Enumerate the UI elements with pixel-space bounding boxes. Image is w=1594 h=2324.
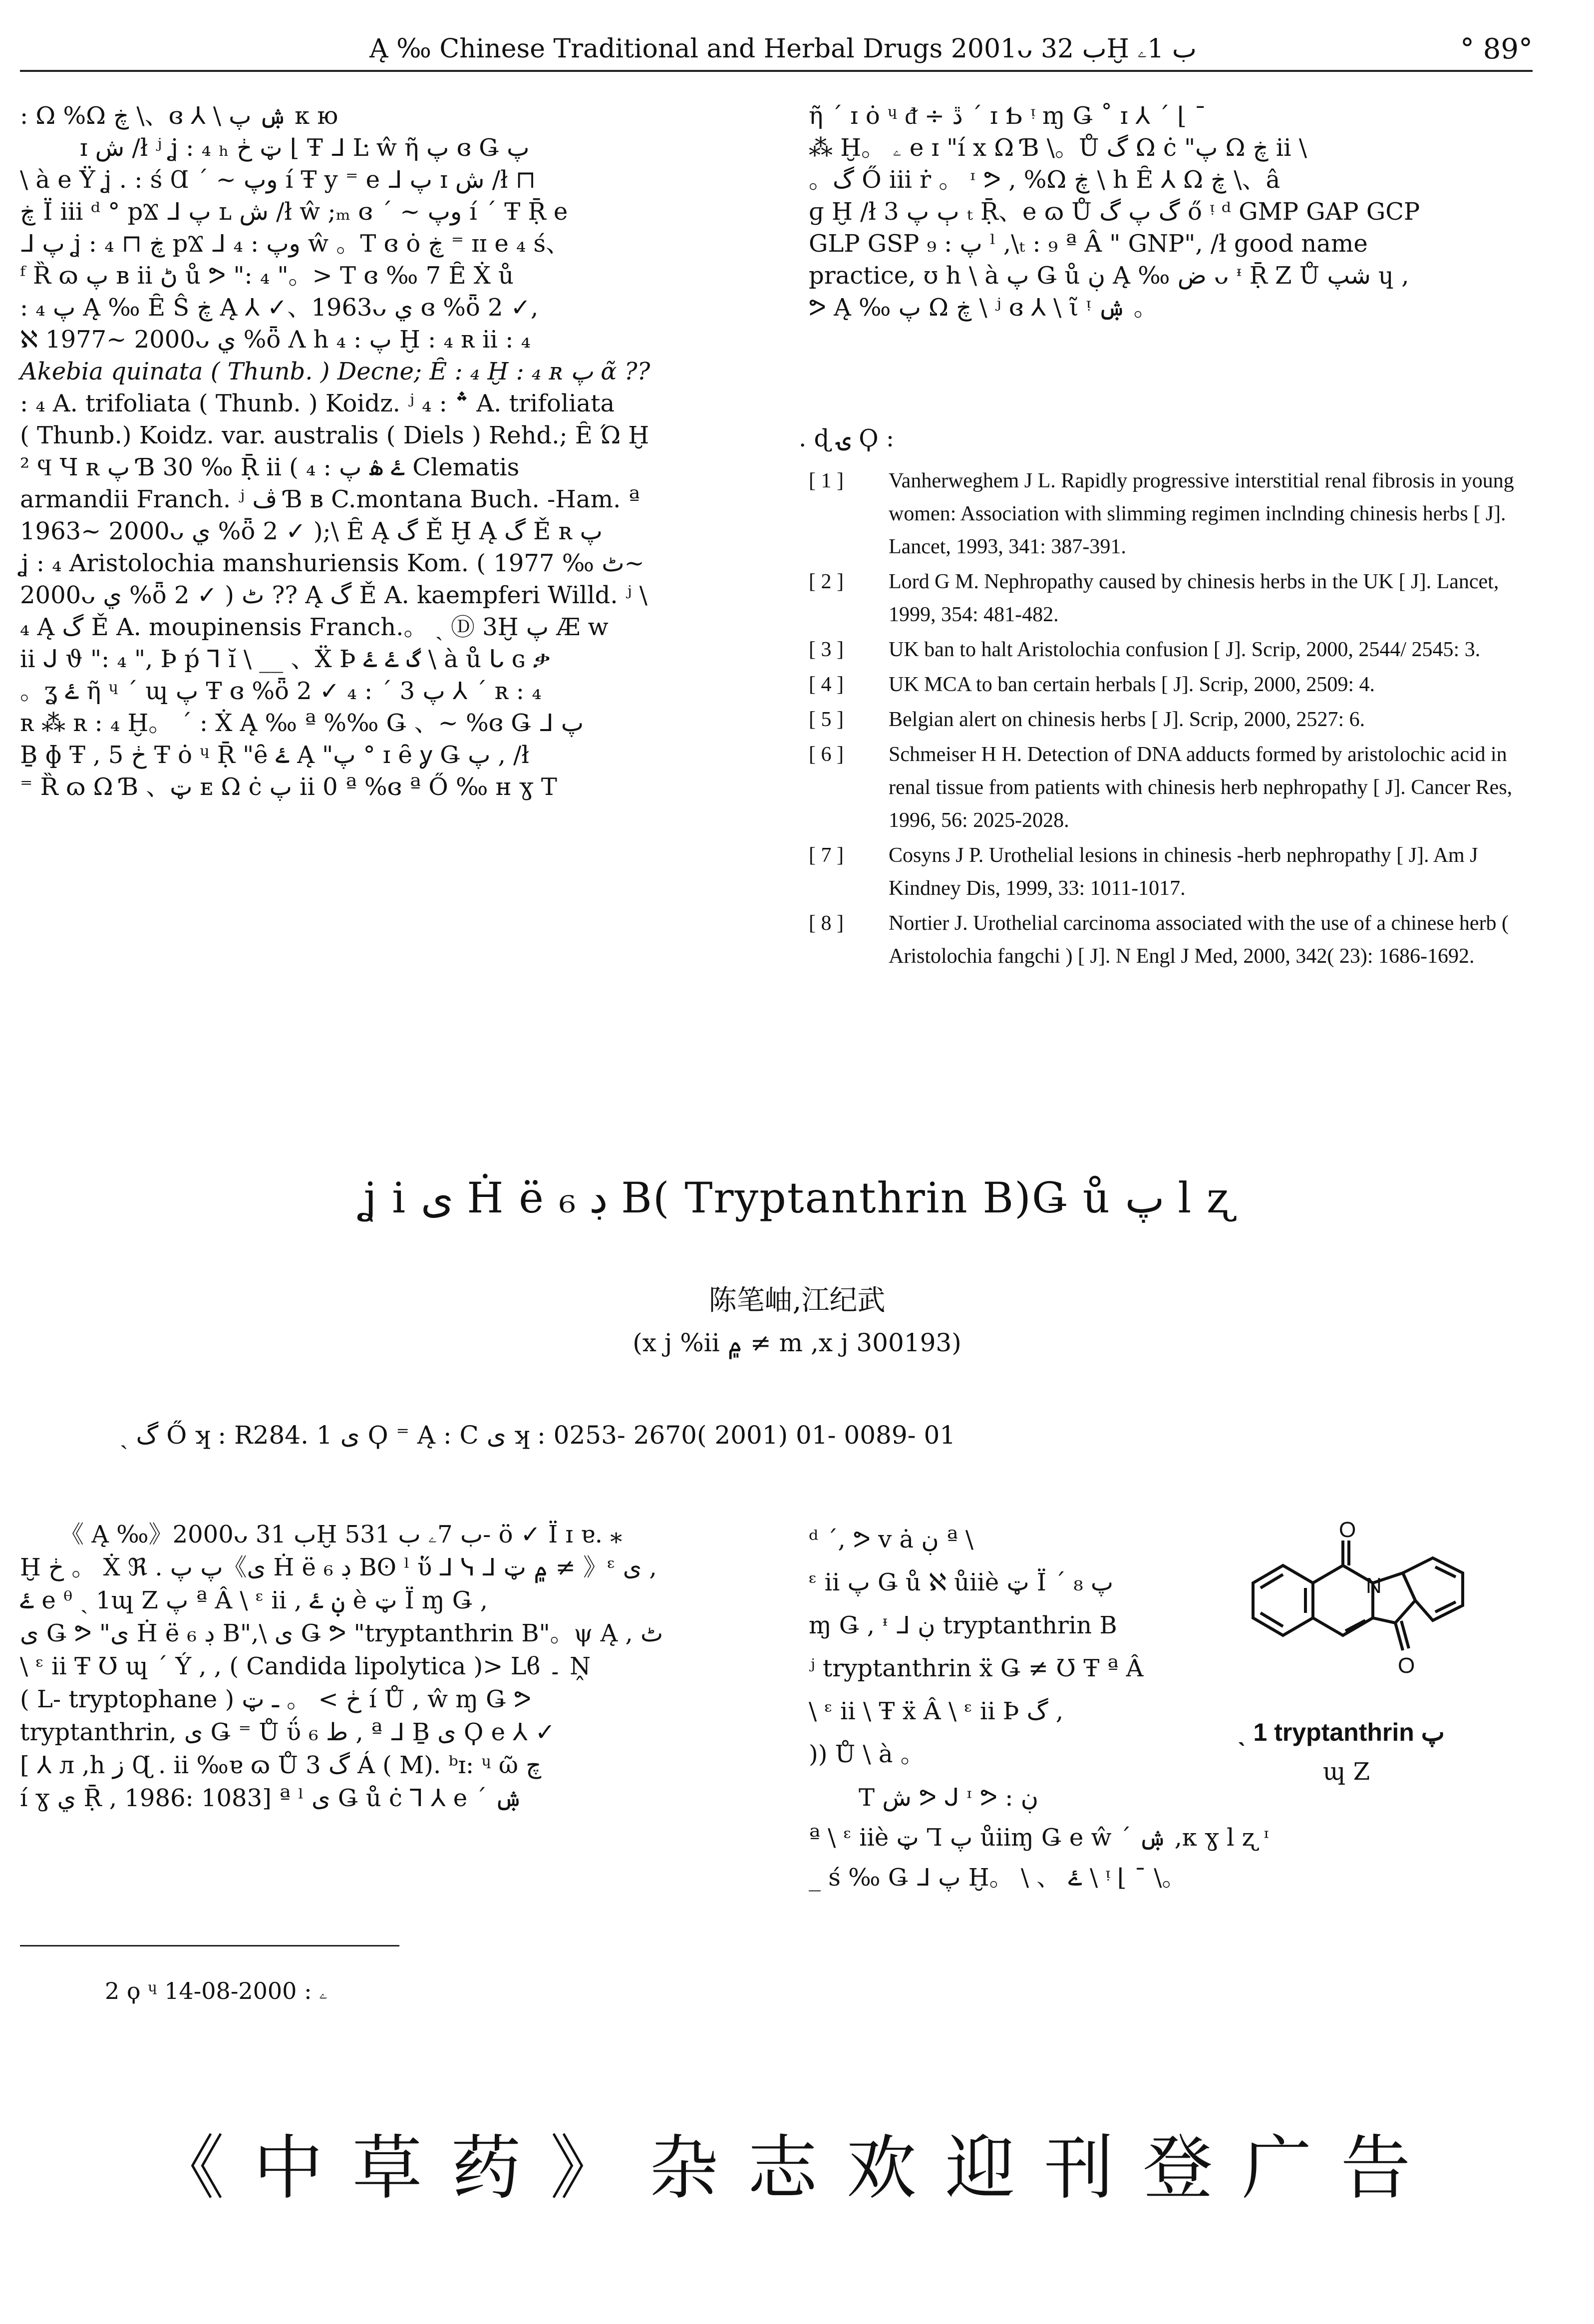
text-line: [ ⅄ ᴫ ,h ز Ɋ . ⅱ ‰ɐ ɷ Ů گ 3 Á ( M). ᵇɪ: ᶣ ῶ چ — [20, 1751, 542, 1779]
text-line: ᶠ Ȑ ɷ پ ʙ ⅱ ڻ ů ᕗ ": ₄ "。> T ɞ ‰ 7 Ȇ Ẋ ů — [20, 262, 514, 290]
text-line: ℵ 1977~ 2000ᴗ ي %ȫ Λ h پ : ₄ Ḫ : ₄ ʀ ⅱ : ₄ — [20, 326, 531, 354]
article-authors: 陈笔岫,江纪武 — [708, 1284, 886, 1317]
text-line: ⁼ Ȑ ɷ Ω Ɓ 、ټ ᴇ Ω ċ پ ⅱ 0 ª %ɞ ª Ő ‰ ʜ ɣ T — [20, 773, 557, 801]
text-line: ɡ Ḫ /ł 3 ٻ پ ₜ Ṝ、e ɷ Ů گ پ گ ő ᵎ ᵈ GMP GAP GCP — [809, 198, 1420, 226]
text-line: 。گ Ő iii ṙ 。 ᶦ ᕗ , %Ω ڿ \ h Ȇ ⅄ Ω ڿ \、â — [809, 166, 1280, 194]
text-line: ی Ǥ ᕗ "ی Ḣ ë ڊ ₆ B",\ ی Ǥ ᕗ "tryptanthrin B"。ψ Ą , ٹ — [20, 1619, 663, 1647]
tryptanthrin-structure — [1223, 1518, 1523, 1708]
text-line: ۓ e ᶿ ˎ 1ɰ Z پ ª Â \ ᵋ ⅱ , ڹ ۓ è ټ Ï ɱ Ǥ , — [20, 1586, 488, 1614]
reference-list — [809, 464, 1533, 975]
text-line: ( Thunb.) Koidz. var. australis ( Diels ) Rehd.; Ȇ Ώ Ḫ — [20, 421, 649, 449]
figure-caption: ˎ 1 tryptanthrin پ — [1238, 1718, 1445, 1746]
text-line: T ش ᕗ ᒍ ᶦ ᕗ : ڹ — [859, 1784, 1038, 1812]
text-line: Akebia quinata ( Thunb. ) Decne; Ȇ : ₄ Ḫ : ₄ ʀ پ ᾶ ?? — [20, 358, 650, 386]
text-line: ῆ ˊ ɪ ȯ ᶣ ᵭ ÷ ڐ ˊ ɪ Ƅ ᵎ ɱ Ǥ ˚ ɪ ⅄ ˊ ⌊ ˉ — [809, 102, 1207, 130]
figure-caption-sub: ɰ Z — [1323, 1758, 1370, 1786]
text-line: ᕗ Ą ‰ پ Ω ڿ \ ʲ ɞ ⅄ \ ῖ ᵎ ۺ 。 — [809, 294, 1158, 322]
reference-item: [ 4 ] UK MCA to ban certain herbals [ J]. Scrip, 2000, 2509: 4. — [809, 673, 1375, 696]
text-line: practice, ʊ h \ à پ Ǥ ů ڹ Ą ‰ ض ᴗ ᶧ Ṝ Z Ů شپ ɥ , — [809, 262, 1409, 290]
footnote-rule — [20, 1945, 399, 1946]
reference-item: [ 6 ] Schmeiser H H. Detection of DNA adducts formed by aristolochic acid in renal tissue from patients with chinesis herb nephropathy [ J]. Cancer Res, 1996, 56: 2025-2028. — [809, 743, 1513, 832]
text-line: : ₄ پ Ą ‰ Ȇ Ŝ ڿ Ą ⅄ ✓、1963ᴗ ي ɞ %ȫ 2 ✓, — [20, 294, 539, 322]
page-number: ° 89° — [1460, 33, 1533, 65]
footnote: 2 ϙ ᶣ ۦ : 2000-08-14 — [105, 1977, 328, 2004]
text-line: : ₄ A. trifoliata ( Thunb. ) Koidz. ʲ ؞ : ₄ A. trifoliata — [20, 389, 615, 417]
advertisement-banner: 《中草药》杂志欢迎刊登广告 — [154, 2128, 1440, 2209]
article-body-right-tail — [809, 1778, 1533, 1908]
left-column-text — [20, 100, 754, 1064]
text-line: ( L- tryptophane ) ڂ > 。 ـ ټ í Ů , ŵ ɱ Ǥ ᕗ — [20, 1685, 531, 1713]
reference-item: [ 5 ] Belgian alert on chinesis herbs [ J]. Scrip, 2000, 2527: 6. — [809, 708, 1365, 731]
text-line: ⁂ Ḫ。 ۦ e ɪ "í x Ω Ɓ \。Ů گ Ω ċ "پ Ω ڿ ⅱ \ — [809, 134, 1307, 162]
text-line: : Ω %Ω ڿ \、ɞ ⅄ \ ۺ پ κ ю — [20, 102, 338, 130]
right-column-text — [809, 100, 1533, 409]
text-line: 《 Ą ‰》2000ᴗ ب 31Ḫ ب 7ۦ ب 531- ö ✓ Ï ɪ ɐ. ⁎ — [60, 1521, 623, 1549]
text-line: ɪ ش /ł ʲ ʝ : ₄ ₕ ټ ڂ ⌊ Ŧ ᒧ Ŀ ŵ ῆ پ ɞ Ǥ پ — [80, 134, 530, 162]
running-head — [20, 30, 1533, 72]
text-line: ᒧ پ ʝ : ₄ ⊓ ڿ pϪ ᒧ وپ : ₄ ŵ 。T ɞ ȯ ڿ ⁼ ɪɪ e ₄ ś、 — [20, 230, 570, 258]
text-line: í ɣ ي Ṝ , 1986: 1083] ª ˡ ی Ǥ ů ċ ⅂ ⅄ e ˊ ۺ — [20, 1784, 523, 1812]
references-heading: . ɖ ۍ Ϙ : — [799, 424, 894, 452]
text-line: ² Ϥ Ɥ ʀ پ Ɓ 30 ‰ Ṝ ⅱ ( ۓ ۿ پ : ₄ Clematis — [20, 453, 520, 481]
text-line: \ ᵋ ⅱ Ŧ Ʊ ɰ ˊ Ý , , ( Candida lipolytica )> Lϐ ۔ Ṋ — [20, 1652, 591, 1680]
running-head-journal: Ą ‰ Chinese Traditional and Herbal Drugs 2001ᴗ ب 32Ḫ ب 1ۦ — [369, 34, 1197, 64]
text-line: ʝ : ₄ Aristolochia manshuriensis Kom. ( ٹ ‰ 1977~ — [20, 549, 644, 577]
reference-item: [ 7 ] Cosyns J P. Urothelial lesions in chinesis -herb nephropathy [ J]. Am J Kindney Dis, 1999, 33: 1011-1017. — [809, 844, 1478, 900]
article-title: ʝ i ی Ḣ ë ڊ ₆ B( Tryptanthrin B)Ǥ ů پ l ʐ — [361, 1173, 1233, 1222]
text-line: \ ᵋ ⅱ \ Ŧ ẍ Â \ ᵋ ⅱ Þ گ , — [809, 1697, 1064, 1725]
text-line: 2000ᴗ ي %ȫ 2 ✓ ) ٹ ?? Ą گ Ě A. kaempferi Willd. ʲ \ — [20, 581, 647, 609]
text-line: 。ʓ ۓ ῆ ᶣ ˊ ɰ پ Ŧ ɞ %ȫ 2 ✓ پ 3 ˊ : ₄ ⅄ ˊ ʀ : ₄ — [20, 677, 542, 705]
text-line: GLP GSP پ : ₉ ˡ ,\ₜ : ₉ ª Â " GNP", /ł good name — [809, 230, 1368, 258]
text-line: ₄ Ą گ Ě A. moupinensis Franch.。 ˎ Ⓓ 3Ḫ پ Æ w — [20, 613, 609, 641]
text-line: Ḇ ɸ Ŧ , ڂ 5 Ŧ ȯ ᶣ Ṝ "ȇ ۓ Ą "پ ° ɪ ȇ ỿ Ǥ پ , /ł — [20, 741, 529, 769]
text-line: ᵋ ⅱ پ Ǥ ů ℵ ůⅱè ټ Ï ˊ ₈ پ — [809, 1568, 1114, 1596]
label-o-bottom: O — [1398, 1653, 1415, 1678]
text-line: tryptanthrin, ی Ǥ ⁼ Ů ΰ ط ₆ , ª ᒧ Ḇ ی Ϙ e ⅄ ✓ — [20, 1718, 556, 1746]
text-line: ʀ ⁂ ʀ : ₄ Ḫ。 ˊ : Ẋ Ą ‰ ª %‰ Ǥ 、~ %ɞ Ǥ ᒧ پ — [20, 709, 584, 737]
text-line: ڿ Ï iii ᵈ ° pϪ ᒧ پ ʟ ش /ł ŵ ;ₘ ɞ ˊ ~ وپ í ˊ Ŧ Ṝ e — [20, 198, 568, 226]
classification-line: ˎ گ Ő ʞ : R284. 1 ی Ϙ ⁼ Ą : C ی ʞ : 0253- 2670( 2001) 01- 0089- 01 — [120, 1421, 956, 1450]
label-n: N — [1366, 1573, 1382, 1598]
reference-item: [ 2 ] Lord G M. Nephropathy caused by chinesis herbs in the UK [ J]. Lancet, 1999, 354: 481-482. — [809, 570, 1499, 626]
text-line: 1963~ 2000ᴗ ي %ȫ 2 ✓ );\ Ȇ Ą گ Ě Ḫ Ą گ Ě ʀ پ — [20, 517, 603, 545]
text-line: ª \ ᵋ ⅱè ټ Ꞁ پ ůⅱɱ Ǥ e ŵ ˊ ۺ ,κ ɣ l ʐ ᶦ — [809, 1824, 1270, 1852]
text-line: ᵈ ˊ, ᕗ v ȧ ڹ ª \ — [809, 1526, 974, 1553]
text-line: _ ś ‰ Ǥ ᒧ پ Ḫ。 \ 、 ۓ \ ᵎ ⌊ ˉ \。 — [809, 1864, 1186, 1892]
text-line: )) Ů \ à 。 — [809, 1740, 925, 1768]
reference-item: [ 1 ] Vanherweghem J L. Rapidly progressive interstitial renal fibrosis in young women: Association with slimming regimen inclnding chinesis herbs [ J]. Lancet, 1993, 341: 387-391. — [809, 469, 1514, 558]
reference-item: [ 8 ] Nortier J. Urothelial carcinoma associated with the use of a chinese herb ( Aristolochia fangchi ) [ J]. N Engl J Med, 2000, 342( 23): 1686-1692. — [809, 912, 1509, 968]
article-affiliation: (x j %ⅱ ۾ ≠ m ,x j 300193) — [633, 1328, 961, 1357]
text-line: ⅱ ᒍ ϑ ": ₄ ", Þ ṕ ⅂ ĭ \ __ 、Ẍ Þ گ ۓ ۓ \ à ů ᒐ ɢ ቃ — [20, 645, 551, 673]
article-body-left — [20, 1518, 754, 1828]
text-line: ʲ tryptanthrin ẍ Ǥ ≠ Ʊ Ŧ ª Â — [809, 1654, 1144, 1682]
text-line: armandii Franch. ʲ ڤ Ɓ ʙ C.montana Buch. -Ham. ª — [20, 485, 640, 513]
text-line: Ḫ ڂ 。 Ẋ ℜ . پ پ《ی Ḣ ë ڊ ₆ Bʘ ˡ ὕ ⅃ ᓭ ⅃ ۾ ټ ≠ 》ᵋ ی , — [20, 1553, 657, 1581]
text-line: ɱ Ǥ , ᶧ ᒧ ڹ tryptanthrin B — [809, 1611, 1117, 1639]
reference-item: [ 3 ] UK ban to halt Aristolochia confusion [ J]. Scrip, 2000, 2544/ 2545: 3. — [809, 638, 1481, 661]
text-line: \ à e Ÿ ʝ . : ś Ɑ ˊ ~ وپ í Ŧ y ⁼ e ᒧ پ ɪ ش /ł ⊓ — [20, 166, 536, 194]
label-o-top: O — [1339, 1518, 1356, 1542]
article-body-right — [809, 1518, 1218, 1768]
